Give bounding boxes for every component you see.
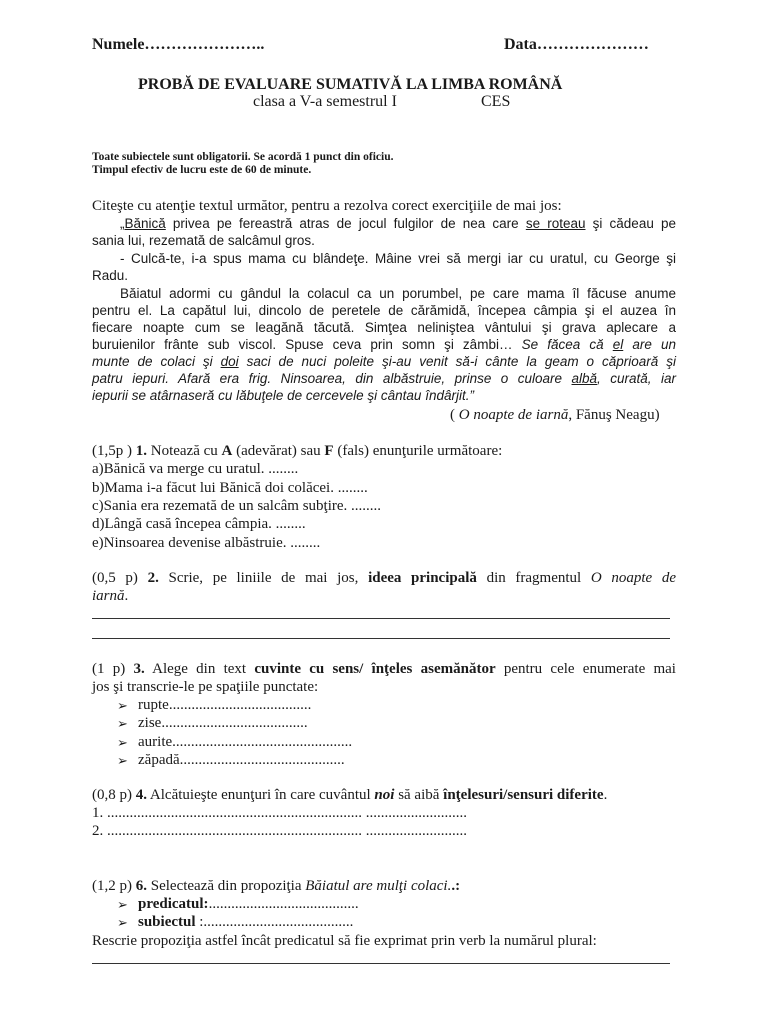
exercise-1-item-e[interactable]: e)Ninsoarea devenise albăstruie. ........ xyxy=(92,535,321,551)
text-line: Radu. xyxy=(92,268,129,283)
exercise-3-prompt-cont: jos şi transcrie-le pe spaţiile punctate: xyxy=(92,679,319,695)
text-line: sania lui, rezemată de salcâmul gros. xyxy=(92,233,315,248)
exercise-1-item-a[interactable]: a)Bănică va merge cu uratul. ........ xyxy=(92,461,299,477)
name-field-label: Numele………………….. xyxy=(92,36,265,53)
exercise-2-prompt-cont: iarnă. xyxy=(92,588,129,604)
exercise-1-item-d[interactable]: d)Lângă casă începea câmpia. ........ xyxy=(92,516,306,532)
exercise-6-prompt: (1,2 p) 6. Selectează din propoziţia Băiatul are mulţi colaci..: xyxy=(92,878,461,894)
text-line: Băiatul adormi cu gândul la colacul ca un porumbel, pe care mama îl făcuse anume xyxy=(120,286,676,301)
date-field-label: Data………………… xyxy=(504,36,649,53)
answer-line[interactable] xyxy=(92,638,670,639)
exercise-3-item[interactable]: zăpadă............................................ xyxy=(138,752,345,768)
arrow-bullet-icon: ➢ xyxy=(117,698,128,713)
exercise-4-prompt: (0,8 p) 4. Alcătuieşte enunţuri în care cuvântul noi să aibă înţelesuri/sensuri diferite. xyxy=(92,787,608,803)
exercise-3-item[interactable]: zise....................................... xyxy=(138,715,308,731)
page-title: PROBĂ DE EVALUARE SUMATIVĂ LA LIMBA ROMÂNĂ xyxy=(138,76,563,93)
exercise-6-predicate[interactable]: predicatul:........................................ xyxy=(138,896,359,912)
text-line: patru iepuri. Afară era frig. Ninsoarea, din albăstruie, prinse o culoare albă, curată, iar xyxy=(92,371,676,386)
text-line: - Culcă-te, i-a spus mama cu blândeţe. Mâine vrei să mergi iar cu uratul, cu George şi xyxy=(120,251,676,266)
text-line: pentru el. La capătul lui, dincolo de peretele de cărămidă, începea câmpia şi el auzea în xyxy=(92,303,676,318)
instructions-line-2: Timpul efectiv de lucru este de 60 de minute. xyxy=(92,164,312,176)
exercise-3-item[interactable]: aurite................................................ xyxy=(138,734,353,750)
arrow-bullet-icon: ➢ xyxy=(117,897,128,912)
text-line: fiecare noapte cum se leagănă tăcută. Simţea neliniştea vântului şi grava aplecare a xyxy=(92,320,676,335)
arrow-bullet-icon: ➢ xyxy=(117,753,128,768)
exercise-1-item-c[interactable]: c)Sania era rezemată de un salcâm subţire. ........ xyxy=(92,498,382,514)
text-line: iepurii se atârnaseră cu lăbuţele de cercevele şi cântau îndârjit.” xyxy=(92,388,474,403)
exercise-3-prompt: (1 p) 3. Alege din text cuvinte cu sens/ înţeles asemănător pentru cele enumerate mai xyxy=(92,661,676,677)
answer-line[interactable] xyxy=(92,963,670,964)
exercise-6-subject[interactable]: subiectul :........................................ xyxy=(138,914,354,930)
class-subtitle: clasa a V-a semestrul I xyxy=(253,93,397,110)
exercise-4-line-2[interactable]: 2. .................................................................... ........................... xyxy=(92,823,467,839)
exercise-3-item[interactable]: rupte...................................... xyxy=(138,697,312,713)
arrow-bullet-icon: ➢ xyxy=(117,735,128,750)
exercise-6-rewrite-prompt: Rescrie propoziţia astfel încât predicatul să fie exprimat prin verb la numărul plural: xyxy=(92,933,597,949)
exercise-2-prompt: (0,5 p) 2. Scrie, pe liniile de mai jos, ideea principală din fragmentul O noapte de xyxy=(92,570,676,586)
exercise-4-line-1[interactable]: 1. .................................................................... ........................... xyxy=(92,805,467,821)
arrow-bullet-icon: ➢ xyxy=(117,716,128,731)
exercise-1-prompt: (1,5p ) 1. Notează cu A (adevărat) sau F (fals) enunţurile următoare: xyxy=(92,443,503,459)
text-line: munte de colaci şi doi saci de nuci poleite şi-au venit să-i cânte la geam o căprioară şi xyxy=(92,354,676,369)
intro-text: Citeşte cu atenţie textul următor, pentru a rezolva corect exerciţiile de mai jos: xyxy=(92,198,562,214)
arrow-bullet-icon: ➢ xyxy=(117,915,128,930)
text-line: buruienilor frânte sub viscol. Spuse ceva prin somn şi zâmbi… Se făcea că el are un xyxy=(92,337,677,352)
text-line: „Bănică privea pe fereastră atras de jocul fulgilor de nea care se roteau şi cădeau pe xyxy=(120,216,676,231)
instructions-line-1: Toate subiectele sunt obligatorii. Se acordă 1 punct din oficiu. xyxy=(92,151,394,163)
text-source: ( O noapte de iarnă, Fănuş Neagu) xyxy=(450,407,660,423)
exercise-1-item-b[interactable]: b)Mama i-a făcut lui Bănică doi colăcei. ........ xyxy=(92,480,368,496)
ces-tag: CES xyxy=(481,93,511,110)
answer-line[interactable] xyxy=(92,618,670,619)
